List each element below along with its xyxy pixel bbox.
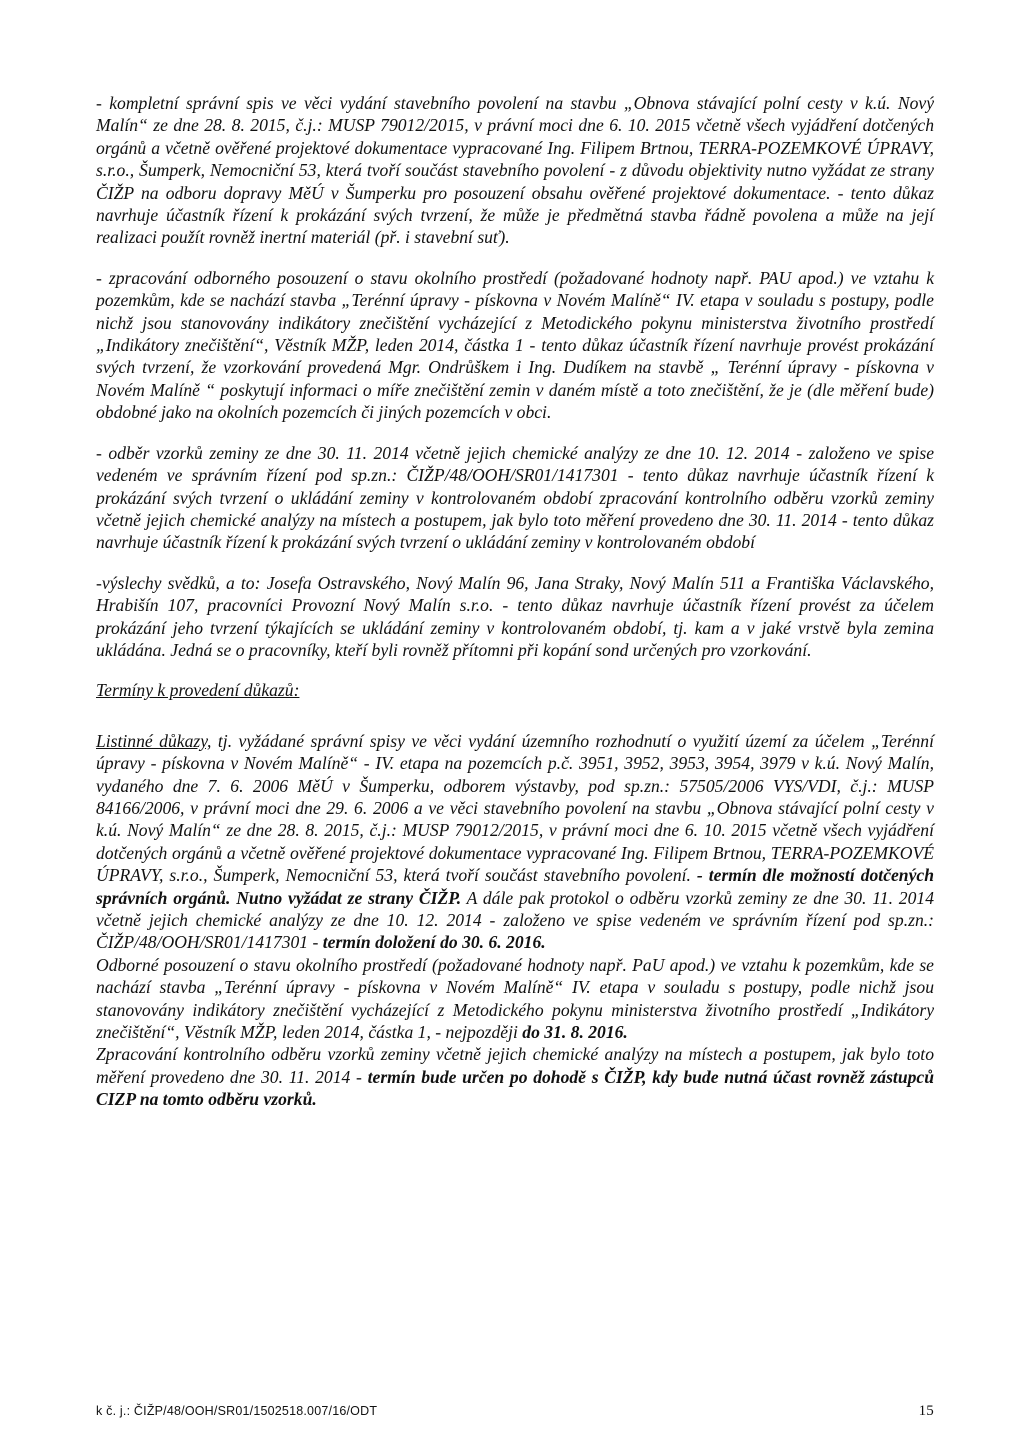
evidence-paragraph-environment-assessment: - zpracování odborného posouzení o stavu okolního prostředí (požadované hodnoty např. PAU apod.) ve vztahu k pozemkům, kde se nachází stavba „Terénní úpravy - pískovna v Novém Malíně“ IV. etapa v souladu s postupy, podle nichž jsou stanovovány indikátory znečištění vycházející z Metodického pokynu ministerstva životního prostředí „Indikátory znečištění“, Věstník MŽP, leden 2014, částka 1 - tento důkaz účastník řízení navrhuje provést prokázání svých tvrzení, že vzorkování provedená Mgr. Ondrůškem i Ing. Dudíkem na stavbě „ Terénní úpravy - pískovna v Novém Malíně “ poskytují informaci o míře znečištění zemin v daném místě a toto znečištění, že je (dle měření bude) obdobné jako na okolních pozemcích či jiných pozemcích v obci. bbox=[96, 267, 934, 423]
document-body bbox=[96, 92, 934, 1111]
control-sampling-text: Zpracování kontrolního odběru vzorků zeminy včetně jejich chemické analýzy na místech a postupem, jak bylo toto měření provedeno dne 30. 11. 2014 - bbox=[96, 1044, 934, 1087]
expert-assessment-deadline: do 31. 8. 2016. bbox=[522, 1022, 628, 1043]
footer-reference-number: k č. j.: ČIŽP/48/OOH/SR01/1502518.007/16/ODT bbox=[96, 1404, 378, 1418]
deadline-paragraph-documentary-evidence bbox=[96, 730, 934, 954]
evidence-paragraph-building-permit: - kompletní správní spis ve věci vydání stavebního povolení na stavbu „Obnova stávající polní cesty v k.ú. Nový Malín“ ze dne 28. 8. 2015, č.j.: MUSP 79012/2015, v právní moci dne 6. 10. 2015 včetně všech vyjádření dotčených orgánů a včetně ověřené projektové dokumentace vypracované Ing. Filipem Brtnou, TERRA-POZEMKOVÉ ÚPRAVY, s.r.o., Šumperk, Nemocniční 53, která tvoří součást stavebního povolení - z důvodu objektivity nutno vyžádat ze strany ČIŽP na odboru dopravy MěÚ v Šumperku pro posouzení obsahu ověřené projektové dokumentace. - tento důkaz navrhuje účastník řízení k prokázání svých tvrzení, že může je předmětná stavba řádně povolena a může na její realizaci použít rovněž inertní materiál (př. i stavební suť). bbox=[96, 93, 934, 248]
deadline-paragraph-control-sampling bbox=[96, 1043, 934, 1110]
sampling-protocol-deadline: termín doložení do 30. 6. 2016. bbox=[322, 932, 546, 953]
page-number: 15 bbox=[918, 1403, 934, 1419]
evidence-paragraph-witnesses: -výslechy svědků, a to: Josefa Ostravského, Nový Malín 96, Jana Straky, Nový Malín 511 a Františka Václavského, Hrabišín 107, pracovníci Provozní Nový Malín s.r.o. - tento důkaz navrhuje účastník řízení provést za účelem prokázání jeho tvrzení týkajících se ukládání zeminy v kontrolovaném období, tj. kam a v jaké vrstvě byla zemina ukládána. Jedná se o pracovníky, kteří byli rovněž přítomni při kopání sond určených pro vzorkování. bbox=[96, 572, 934, 660]
documentary-evidence-label: Listinné důkazy, bbox=[96, 730, 212, 751]
documentary-evidence-deadline: - termín dle možností dotčených správních orgánů. Nutno vyžádat ze strany ČIŽP. bbox=[96, 865, 934, 908]
deadline-paragraph-expert-assessment bbox=[96, 954, 934, 1044]
expert-assessment-text: Odborné posouzení o stavu okolního prostředí (požadované hodnoty např. PaU apod.) ve vztahu k pozemkům, kde se nachází stavba „Terénní úpravy - pískovna v Novém Malíně“ IV. etapa v souladu s postupy, podle nichž jsou stanovovány indikátory znečištění vycházející z Metodického pokynu ministerstva životního prostředí „Indikátory znečištění“, Věstník MŽP, leden 2014, částka 1, - nejpozději bbox=[96, 954, 934, 1043]
control-sampling-deadline: termín bude určen po dohodě s ČIŽP, kdy bude nutná účast rovněž zástupců CIZP na tomto odběru vzorků. bbox=[96, 1066, 934, 1110]
sampling-protocol-text: A dále pak protokol o odběru vzorků zeminy ze dne 30. 11. 2014 včetně jejich chemické analýzy ze dne 10. 12. 2014 - založeno ve spise vedeném ve správním řízení pod sp.zn.: ČIŽP/48/OOH/SR01/1417301 - bbox=[96, 887, 934, 953]
section-heading-deadlines: Termíny k provedení důkazů: bbox=[96, 680, 300, 701]
documentary-evidence-text: tj. vyžádané správní spisy ve věci vydání územního rozhodnutí o využití území za účelem „Terénní úpravy - pískovna v Novém Malíně“ - IV. etapa na pozemcích p.č. 3951, 3952, 3953, 3954, 3979 v k.ú. Nový Malín, vydaného dne 7. 6. 2006 MěÚ v Šumperku, odborem výstavby, pod sp.zn.: 57505/2006 VYS/VDI, č.j.: MUSP 84166/2006, v právní moci dne 29. 6. 2006 a ve věci stavebního povolení na stavbu „Obnova stávající polní cesty v k.ú. Nový Malín“ ze dne 28. 8. 2015, č.j.: MUSP 79012/2015, v právní moci dne 6. 10. 2015 včetně všech vyjádření dotčených orgánů a včetně ověřené projektové dokumentace vypracované Ing. Filipem Brtnou, TERRA-POZEMKOVÉ ÚPRAVY, s.r.o., Šumperk, Nemocniční 53, která tvoří součást stavebního povolení. bbox=[96, 730, 934, 886]
evidence-paragraph-soil-sampling: - odběr vzorků zeminy ze dne 30. 11. 2014 včetně jejich chemické analýzy ze dne 10. 12. 2014 - založeno ve spise vedeném ve správním řízení pod sp.zn.: ČIŽP/48/OOH/SR01/1417301 - tento důkaz navrhuje účastník řízení k prokázání svých tvrzení o ukládání zeminy v kontrolovaném období zpracování kontrolního odběru vzorků zeminy včetně jejich chemické analýzy na místech a postupem, jak bylo toto měření provedeno dne 30. 11. 2014 - tento důkaz navrhuje účastník řízení k prokázání svých tvrzení o ukládání zeminy v kontrolovaném období bbox=[96, 442, 934, 553]
